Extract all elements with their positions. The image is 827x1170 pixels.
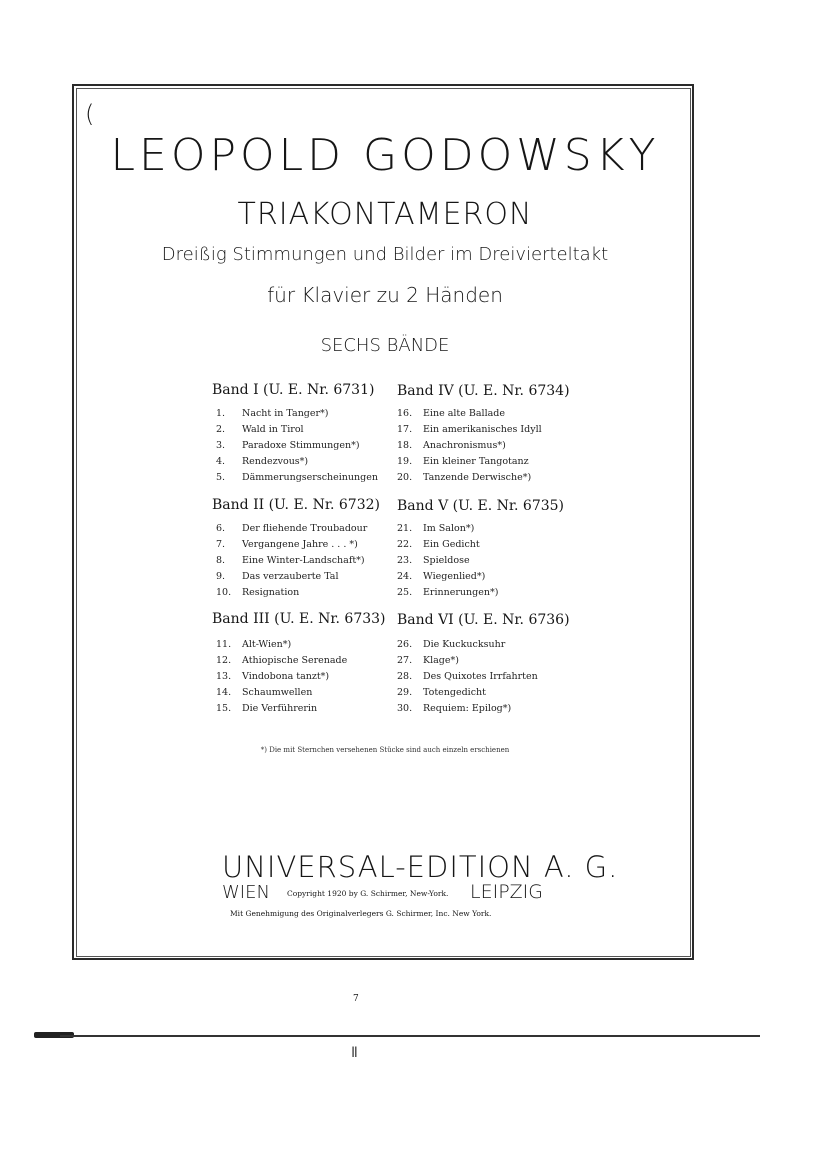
item-number: 29.	[397, 687, 413, 698]
item-title: Vergangene Jahre . . . *)	[242, 539, 358, 550]
item-title: Die Verführerin	[242, 703, 318, 714]
band-1-title: Band I (U. E. Nr. 6731)	[212, 382, 375, 398]
list-item	[216, 703, 317, 714]
item-number: 2.	[216, 424, 226, 435]
item-title: Des Quixotes Irrfahrten	[423, 671, 538, 682]
item-title: Wald in Tirol	[242, 424, 304, 435]
item-title: Das verzauberte Tal	[242, 571, 339, 582]
item-number: 19.	[397, 456, 413, 467]
item-title: Erinnerungen*)	[423, 587, 499, 598]
list-item	[397, 523, 474, 534]
item-number: 1.	[216, 408, 226, 419]
list-item	[216, 687, 312, 698]
item-title: Dämmerungserscheinungen	[242, 472, 378, 483]
item-number: 24.	[397, 571, 413, 582]
item-number: 27.	[397, 655, 413, 666]
item-title: Requiem: Epilog*)	[423, 703, 512, 714]
subtitle: Dreißig Stimmungen und Bilder im Dreivierteltakt	[161, 244, 609, 265]
band-2-title: Band II (U. E. Nr. 6732)	[212, 497, 380, 513]
list-item	[216, 587, 299, 598]
list-item	[397, 472, 531, 483]
item-title: Totengedicht	[423, 687, 486, 698]
instrumentation: für Klavier zu 2 Händen	[267, 283, 503, 307]
list-item	[216, 571, 339, 582]
item-number: 25.	[397, 587, 413, 598]
item-number: 12.	[216, 655, 232, 666]
item-number: 17.	[397, 424, 413, 435]
item-number: 10.	[216, 587, 232, 598]
list-item	[397, 639, 505, 650]
band-4-title: Band IV (U. E. Nr. 6734)	[397, 383, 570, 399]
list-item	[397, 671, 538, 682]
item-number: 16.	[397, 408, 413, 419]
item-number: 20.	[397, 472, 413, 483]
list-item	[397, 587, 498, 598]
list-item	[216, 539, 358, 550]
item-title: Eine Winter-Landschaft*)	[242, 555, 365, 566]
list-item	[397, 703, 511, 714]
item-title: Athiopische Serenade	[242, 655, 348, 666]
item-number: 18.	[397, 440, 413, 451]
list-item	[397, 539, 480, 550]
list-item	[216, 456, 308, 467]
item-title: Tanzende Derwische*)	[423, 472, 532, 483]
volumes-heading: SECHS BÄNDE	[320, 335, 450, 356]
item-number: 26.	[397, 639, 413, 650]
list-item	[397, 555, 470, 566]
city-vienna: WIEN	[222, 882, 270, 903]
item-title: Paradoxe Stimmungen*)	[242, 440, 360, 451]
list-item	[397, 687, 486, 698]
item-number: 23.	[397, 555, 413, 566]
band-5-title: Band V (U. E. Nr. 6735)	[397, 498, 565, 514]
margin-mark: (	[85, 100, 95, 128]
item-title: Schaumwellen	[242, 687, 313, 698]
item-title: Ein Gedicht	[423, 539, 480, 550]
item-title: Die Kuckucksuhr	[423, 639, 506, 650]
list-item	[216, 555, 365, 566]
city-leipzig: LEIPZIG	[470, 881, 543, 903]
item-number: 6.	[216, 523, 226, 534]
item-title: Alt-Wien*)	[242, 639, 292, 650]
band-6-title: Band VI (U. E. Nr. 6736)	[397, 612, 570, 628]
item-number: 28.	[397, 671, 413, 682]
list-item	[397, 456, 529, 467]
footnote: *) Die mit Sternchen versehenen Stücke sind auch einzeln erschienen	[260, 746, 510, 754]
list-item	[397, 424, 542, 435]
item-title: Der fliehende Troubadour	[242, 523, 368, 534]
list-item	[216, 408, 329, 419]
item-number: 14.	[216, 687, 232, 698]
item-number: 3.	[216, 440, 226, 451]
item-title: Anachronismus*)	[423, 440, 506, 451]
item-number: 5.	[216, 472, 226, 483]
list-item	[216, 440, 360, 451]
item-title: Nacht in Tanger*)	[242, 408, 329, 419]
list-item	[397, 655, 459, 666]
copyright-notice: Copyright 1920 by G. Schirmer, New-York.	[287, 889, 449, 898]
list-item	[216, 472, 378, 483]
list-item	[216, 639, 291, 650]
item-number: 11.	[216, 639, 232, 650]
item-number: 15.	[216, 703, 232, 714]
list-item	[397, 440, 506, 451]
list-item	[216, 655, 347, 666]
item-number: 22.	[397, 539, 413, 550]
item-number: 21.	[397, 523, 413, 534]
permission-notice: Mit Genehmigung des Originalverlegers G. Schirmer, Inc. New York.	[230, 909, 492, 918]
item-title: Resignation	[242, 587, 300, 598]
list-item	[216, 523, 367, 534]
item-title: Im Salon*)	[423, 523, 475, 534]
item-number: 9.	[216, 571, 226, 582]
scan-edge-line	[60, 1035, 760, 1037]
list-item	[216, 424, 304, 435]
work-title: TRIAKONTAMERON	[237, 197, 533, 232]
list-item	[216, 671, 329, 682]
publisher-name: UNIVERSAL-EDITION A. G.	[222, 850, 619, 884]
item-title: Ein kleiner Tangotanz	[423, 456, 529, 467]
item-title: Ein amerikanisches Idyll	[423, 424, 542, 435]
item-title: Wiegenlied*)	[423, 571, 486, 582]
list-item	[397, 571, 485, 582]
page-mark: 7	[353, 994, 359, 1004]
item-title: Rendezvous*)	[242, 456, 309, 467]
list-item	[397, 408, 505, 419]
item-number: 30.	[397, 703, 413, 714]
item-number: 13.	[216, 671, 232, 682]
item-title: Vindobona tanzt*)	[242, 671, 330, 682]
item-title: Eine alte Ballade	[423, 408, 505, 419]
composer-name: LEOPOLD GODOWSKY	[110, 130, 660, 181]
item-number: 4.	[216, 456, 226, 467]
item-title: Spieldose	[423, 555, 470, 566]
item-number: 7.	[216, 539, 226, 550]
item-number: 8.	[216, 555, 226, 566]
item-title: Klage*)	[423, 655, 459, 666]
band-3-title: Band III (U. E. Nr. 6733)	[212, 611, 386, 627]
binding-mark: ǁ	[351, 1045, 358, 1061]
